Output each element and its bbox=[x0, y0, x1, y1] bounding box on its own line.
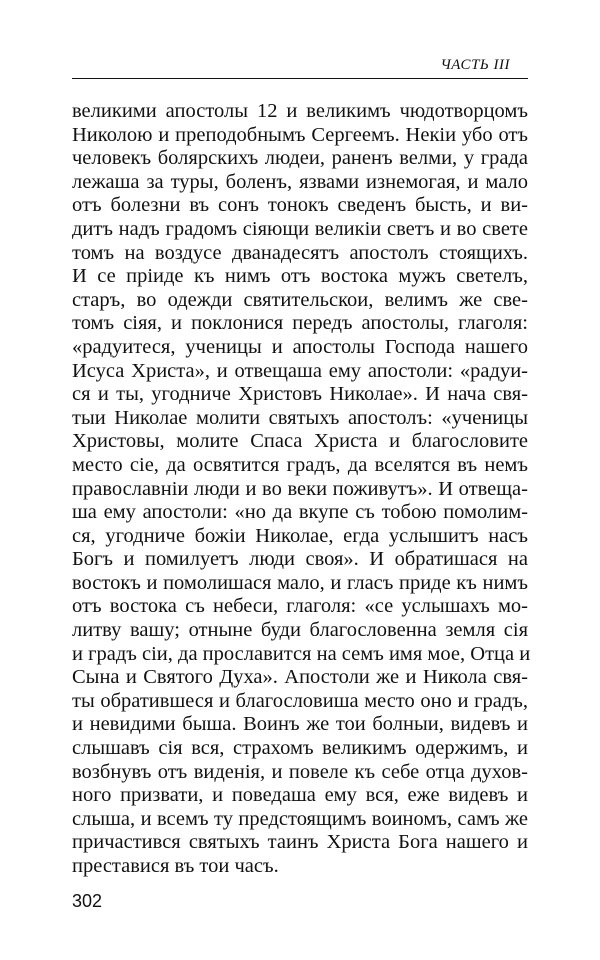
running-title: ЧАСТЬ III bbox=[440, 57, 510, 73]
text-line: Исуса Христа», и отвещаша ему апостоли: «радуи- bbox=[72, 359, 528, 382]
body-text bbox=[72, 100, 531, 879]
text-line: великими апостолы 12 и великимъ чюдотворцомъ bbox=[72, 100, 528, 122]
text-line: литву вашу; отныне буди благословенна земля сія bbox=[72, 619, 528, 642]
text-line: Николою и преподобнымъ Сергеемъ. Некіи убо отъ bbox=[72, 123, 528, 146]
text-line: преставися въ тои часъ. bbox=[72, 855, 279, 877]
text-line: ся и ты, угодниче Христовъ Николае». И нача свя- bbox=[72, 383, 528, 406]
text-line: православніи люди и во веки поживутъ». И отвеща- bbox=[72, 477, 528, 500]
text-line: и градъ сіи, да прославится на семъ имя мое, Отца и bbox=[72, 642, 531, 665]
text-line: старъ, во одежди святительскои, велимъ же све- bbox=[72, 288, 528, 311]
text-line: слышавъ сія вся, страхомъ великимъ одержимъ, и bbox=[72, 737, 528, 760]
text-line: Христовы, молите Спаса Христа и благословите bbox=[72, 430, 528, 453]
text-line: отъ востока съ небеси, глаголя: «се услышахъ мо- bbox=[72, 595, 528, 618]
page-number: 302 bbox=[72, 891, 103, 911]
text-line: человекъ болярскихъ людеи, раненъ велми, у града bbox=[72, 147, 528, 170]
text-line: ты обратившеся и благословиша место оно и градъ, bbox=[72, 689, 528, 712]
text-line: Сына и Святого Духа». Апостоли же и Никола свя- bbox=[72, 666, 528, 689]
text-line: слыша, и всемъ ту предстоящимъ воиномъ, самъ же bbox=[72, 807, 528, 830]
text-line: «радуитеся, ученицы и апостолы Господа нашего bbox=[72, 335, 528, 358]
text-line: ся, угодниче божіи Николае, егда услышитъ насъ bbox=[72, 524, 528, 547]
text-line: лежаша за туры, боленъ, язвами изнемогая, и мало bbox=[72, 170, 528, 193]
running-header bbox=[72, 56, 528, 79]
text-line: дитъ надъ градомъ сіяющи великіи светъ и во свете bbox=[72, 217, 528, 240]
text-line: томъ на воздусе дванадесятъ апостолъ стоящихъ. bbox=[72, 241, 528, 264]
text-line: ного призвати, и поведаша ему вся, еже видевъ и bbox=[72, 784, 528, 807]
text-line: И се пріиде къ нимъ отъ востока мужъ светелъ, bbox=[72, 265, 528, 288]
text-line: ша ему апостоли: «но да вкупе съ тобою помолим- bbox=[72, 501, 528, 524]
text-line: томъ сіяя, и поклонися передъ апостолы, глаголя: bbox=[72, 312, 528, 335]
text-line: востокъ и помолишася мало, и гласъ приде къ нимъ bbox=[72, 571, 528, 594]
text-line: место сіе, да освятится градъ, да вселятся въ немъ bbox=[72, 453, 528, 476]
text-line: причастився святыхъ таинъ Христа Бога нашего и bbox=[72, 831, 528, 854]
text-line: отъ болезни въ сонъ тонокъ сведенъ бысть, и ви- bbox=[72, 194, 528, 217]
text-line: Богъ и помилуетъ люди своя». И обратишася на bbox=[72, 548, 528, 571]
text-line: и невидими быша. Воинъ же тои болныи, видевъ и bbox=[72, 713, 528, 736]
text-line: возбнувъ отъ виденія, и повеле къ себе отца духов- bbox=[72, 760, 528, 783]
text-line: тыи Николае молити святыхъ апостолъ: «ученицы bbox=[72, 406, 528, 429]
